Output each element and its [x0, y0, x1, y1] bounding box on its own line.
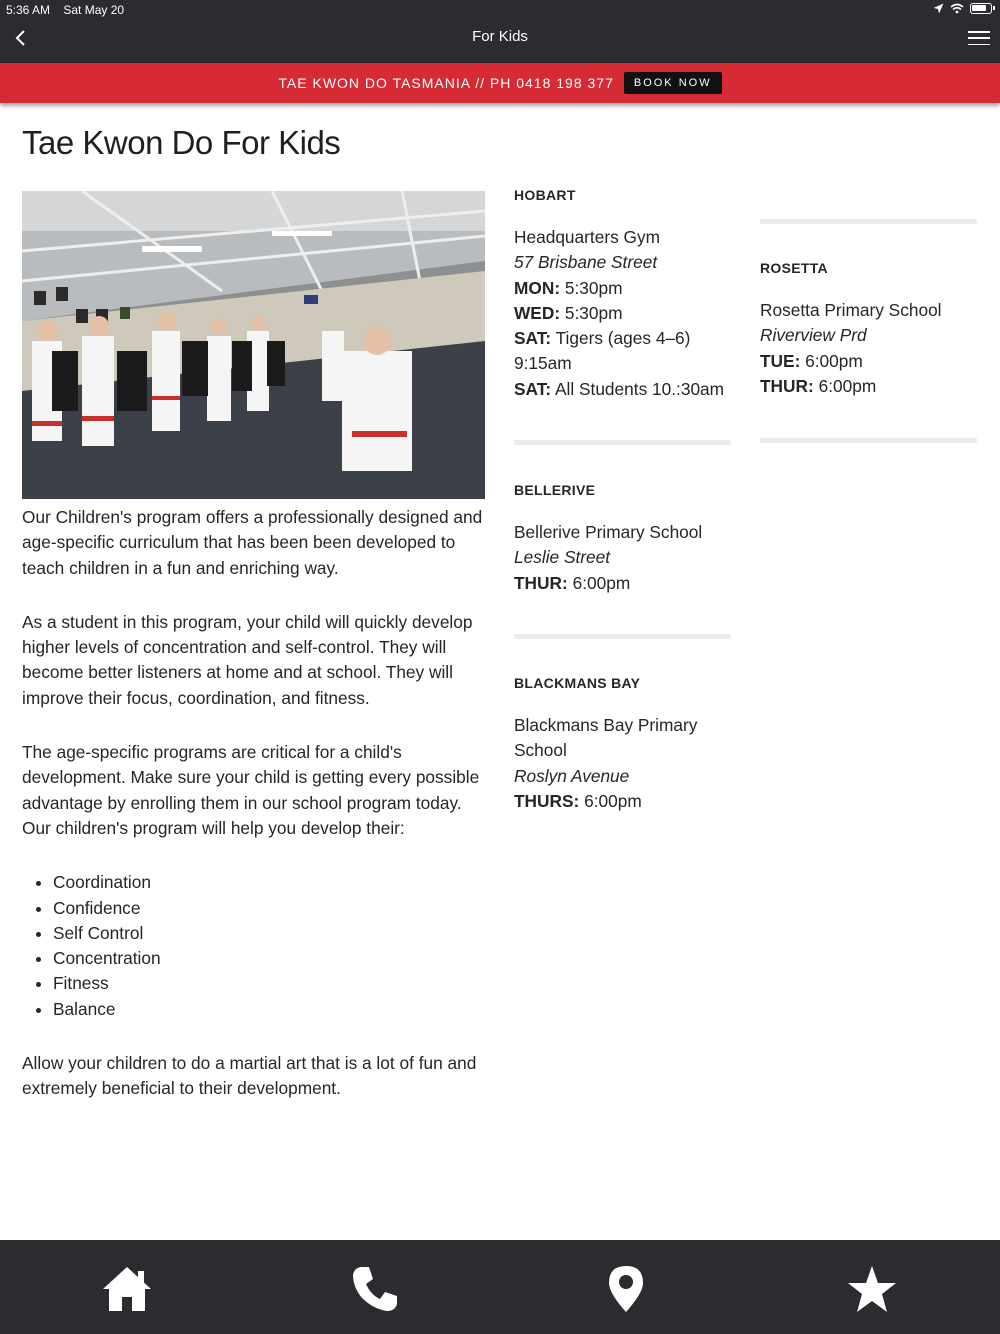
menu-button[interactable] — [968, 28, 990, 48]
battery-icon — [970, 3, 992, 14]
hamburger-line — [968, 37, 990, 39]
time: 5:30pm — [564, 302, 623, 323]
day-label: THUR: — [760, 375, 814, 396]
tab-location[interactable] — [596, 1262, 656, 1316]
time: 6:00pm — [805, 350, 863, 371]
location-rosetta — [760, 260, 985, 399]
dojo-photo-illustration — [22, 191, 485, 499]
location-blackmans-bay — [514, 675, 719, 814]
divider — [760, 438, 977, 443]
banner-text[interactable]: TAE KWON DO TASMANIA // PH 0418 198 377 — [278, 75, 614, 91]
page-title: Tae Kwon Do For Kids — [22, 124, 341, 161]
bottom-tab-bar — [0, 1240, 1000, 1334]
schedule-row — [514, 301, 739, 326]
street: Riverview Prd — [760, 325, 867, 346]
time: 6:00pm — [572, 572, 631, 593]
time: Tigers (ages 4–6) 9:15am — [514, 328, 691, 374]
list-item: • Confidence — [53, 896, 492, 921]
venue: Headquarters Gym — [514, 227, 660, 247]
status-bar — [6, 3, 134, 17]
list-item: • Concentration — [53, 946, 492, 971]
time: 5:30pm — [564, 277, 623, 298]
paragraph: The age-specific programs are critical for a child's development. Make sure your child is getting every possible advantage by enrolling them in our school program today. Our children's program will help you develop their: — [22, 742, 480, 838]
book-now-button[interactable]: BOOK NOW — [624, 72, 722, 94]
time: 6:00pm — [584, 790, 642, 811]
location-arrow-icon — [933, 3, 944, 14]
street: 57 Brisbane Street — [514, 252, 658, 273]
location-bellerive — [514, 482, 739, 596]
day-label: THUR: — [514, 572, 568, 593]
day-label: TUE: — [760, 350, 801, 371]
divider — [514, 634, 731, 639]
schedule-row — [514, 276, 739, 301]
day-label: SAT: — [514, 378, 552, 399]
day-label: THURS: — [514, 790, 580, 811]
street: Leslie Street — [514, 547, 611, 568]
top-bar — [0, 0, 1000, 63]
paragraph: Our Children's program offers a professionally designed and age-specific curriculum that has been been developed to teach children in a fun and enriching way. — [22, 507, 483, 578]
venue: Blackmans Bay Primary School — [514, 715, 698, 761]
day-label: WED: — [514, 302, 561, 323]
tab-phone[interactable] — [345, 1262, 405, 1316]
list-item: • Coordination — [53, 870, 492, 895]
location-name: BELLERIVE — [514, 482, 596, 498]
promo-banner — [0, 63, 1000, 103]
schedule-row — [760, 374, 985, 399]
schedule-row — [514, 377, 739, 402]
divider — [760, 219, 977, 224]
paragraph: As a student in this program, your child will quickly develop higher levels of concentration and self-control. They will become better listeners at home and at school. They will improve their focus, coordination, and fitness. — [22, 611, 473, 708]
status-icons — [933, 3, 992, 14]
tab-favorites[interactable] — [842, 1262, 902, 1316]
divider — [514, 440, 731, 445]
list-item: • Fitness — [53, 971, 492, 996]
tab-home[interactable] — [97, 1262, 157, 1316]
benefits-list — [53, 870, 492, 1022]
venue: Rosetta Primary School — [760, 300, 942, 320]
schedule-row — [514, 571, 739, 596]
status-time: 5:36 AM — [6, 3, 51, 17]
schedule-row — [514, 789, 719, 814]
hamburger-line — [968, 44, 990, 46]
phone-icon — [351, 1265, 399, 1313]
location-name: ROSETTA — [760, 260, 828, 276]
venue: Bellerive Primary School — [514, 522, 703, 542]
time: 6:00pm — [818, 375, 877, 396]
star-icon — [847, 1265, 897, 1313]
list-item: • Self Control — [53, 921, 492, 946]
location-hobart — [514, 187, 739, 402]
day-label: MON: — [514, 277, 561, 298]
class-photo — [22, 191, 485, 499]
status-date: Sat May 20 — [63, 3, 125, 17]
hamburger-line — [968, 31, 990, 33]
wifi-icon — [950, 3, 964, 14]
location-name: BLACKMANS BAY — [514, 675, 641, 691]
street: Roslyn Avenue — [514, 765, 630, 786]
schedule-row — [514, 326, 714, 377]
schedule-row — [760, 349, 985, 374]
home-icon — [101, 1265, 153, 1313]
nav-title: For Kids — [472, 28, 528, 45]
day-label: SAT: — [514, 328, 552, 349]
time: All Students 10.:30am — [554, 378, 725, 399]
location-name: HOBART — [514, 187, 576, 203]
closing-paragraph: Allow your children to do a martial art that is a lot of fun and extremely beneficial to their development. — [22, 1053, 477, 1099]
location-pin-icon — [608, 1265, 644, 1313]
list-item: • Balance — [53, 997, 492, 1022]
program-description — [22, 505, 492, 1131]
